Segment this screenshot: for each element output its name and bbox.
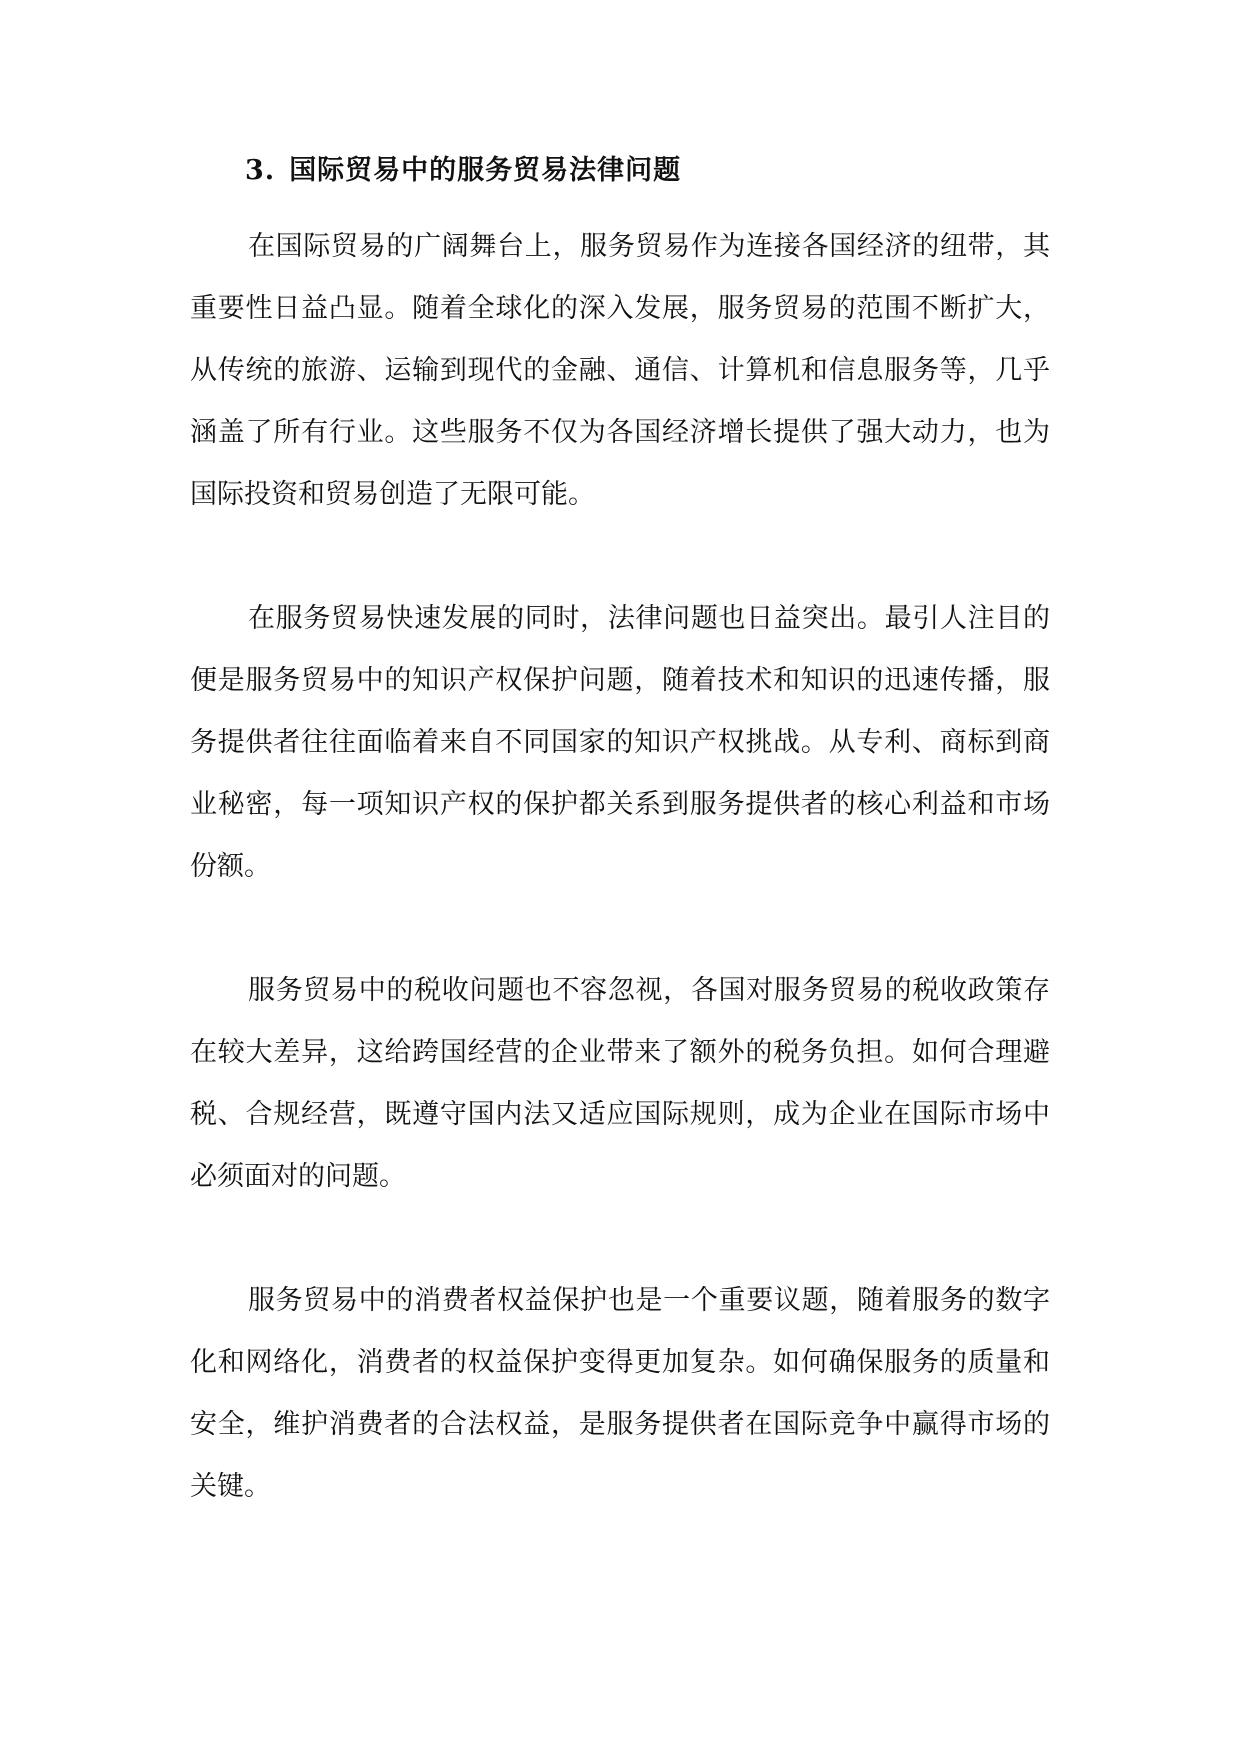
section-heading	[245, 148, 681, 187]
section-title: 国际贸易中的服务贸易法律问题	[289, 155, 682, 186]
paragraph-consumer-protection: 服务贸易中的消费者权益保护也是一个重要议题，随着服务的数字化和网络化，消费者的权益保护变得更加复杂。如何确保服务的质量和安全，维护消费者的合法权益，是服务提供者在国际竞争中赢得市场的关键。	[190, 1285, 1050, 1502]
paragraph-services-trade-overview: 在国际贸易的广阔舞台上，服务贸易作为连接各国经济的纽带，其重要性日益凸显。随着全球化的深入发展，服务贸易的范围不断扩大，从传统的旅游、运输到现代的金融、通信、计算机和信息服务等，几乎涵盖了所有行业。这些服务不仅为各国经济增长提供了强大动力，也为国际投资和贸易创造了无限可能。	[190, 231, 1050, 510]
paragraph-intellectual-property: 在服务贸易快速发展的同时，法律问题也日益突出。最引人注目的便是服务贸易中的知识产权保护问题，随着技术和知识的迅速传播，服务提供者往往面临着来自不同国家的知识产权挑战。从专利、商标到商业秘密，每一项知识产权的保护都关系到服务提供者的核心利益和市场份额。	[190, 603, 1050, 882]
paragraph-taxation: 服务贸易中的税收问题也不容忽视，各国对服务贸易的税收政策存在较大差异，这给跨国经营的企业带来了额外的税务负担。如何合理避税、合规经营，既遵守国内法又适应国际规则，成为企业在国际市场中必须面对的问题。	[190, 975, 1050, 1192]
section-number: 3.	[245, 155, 276, 186]
